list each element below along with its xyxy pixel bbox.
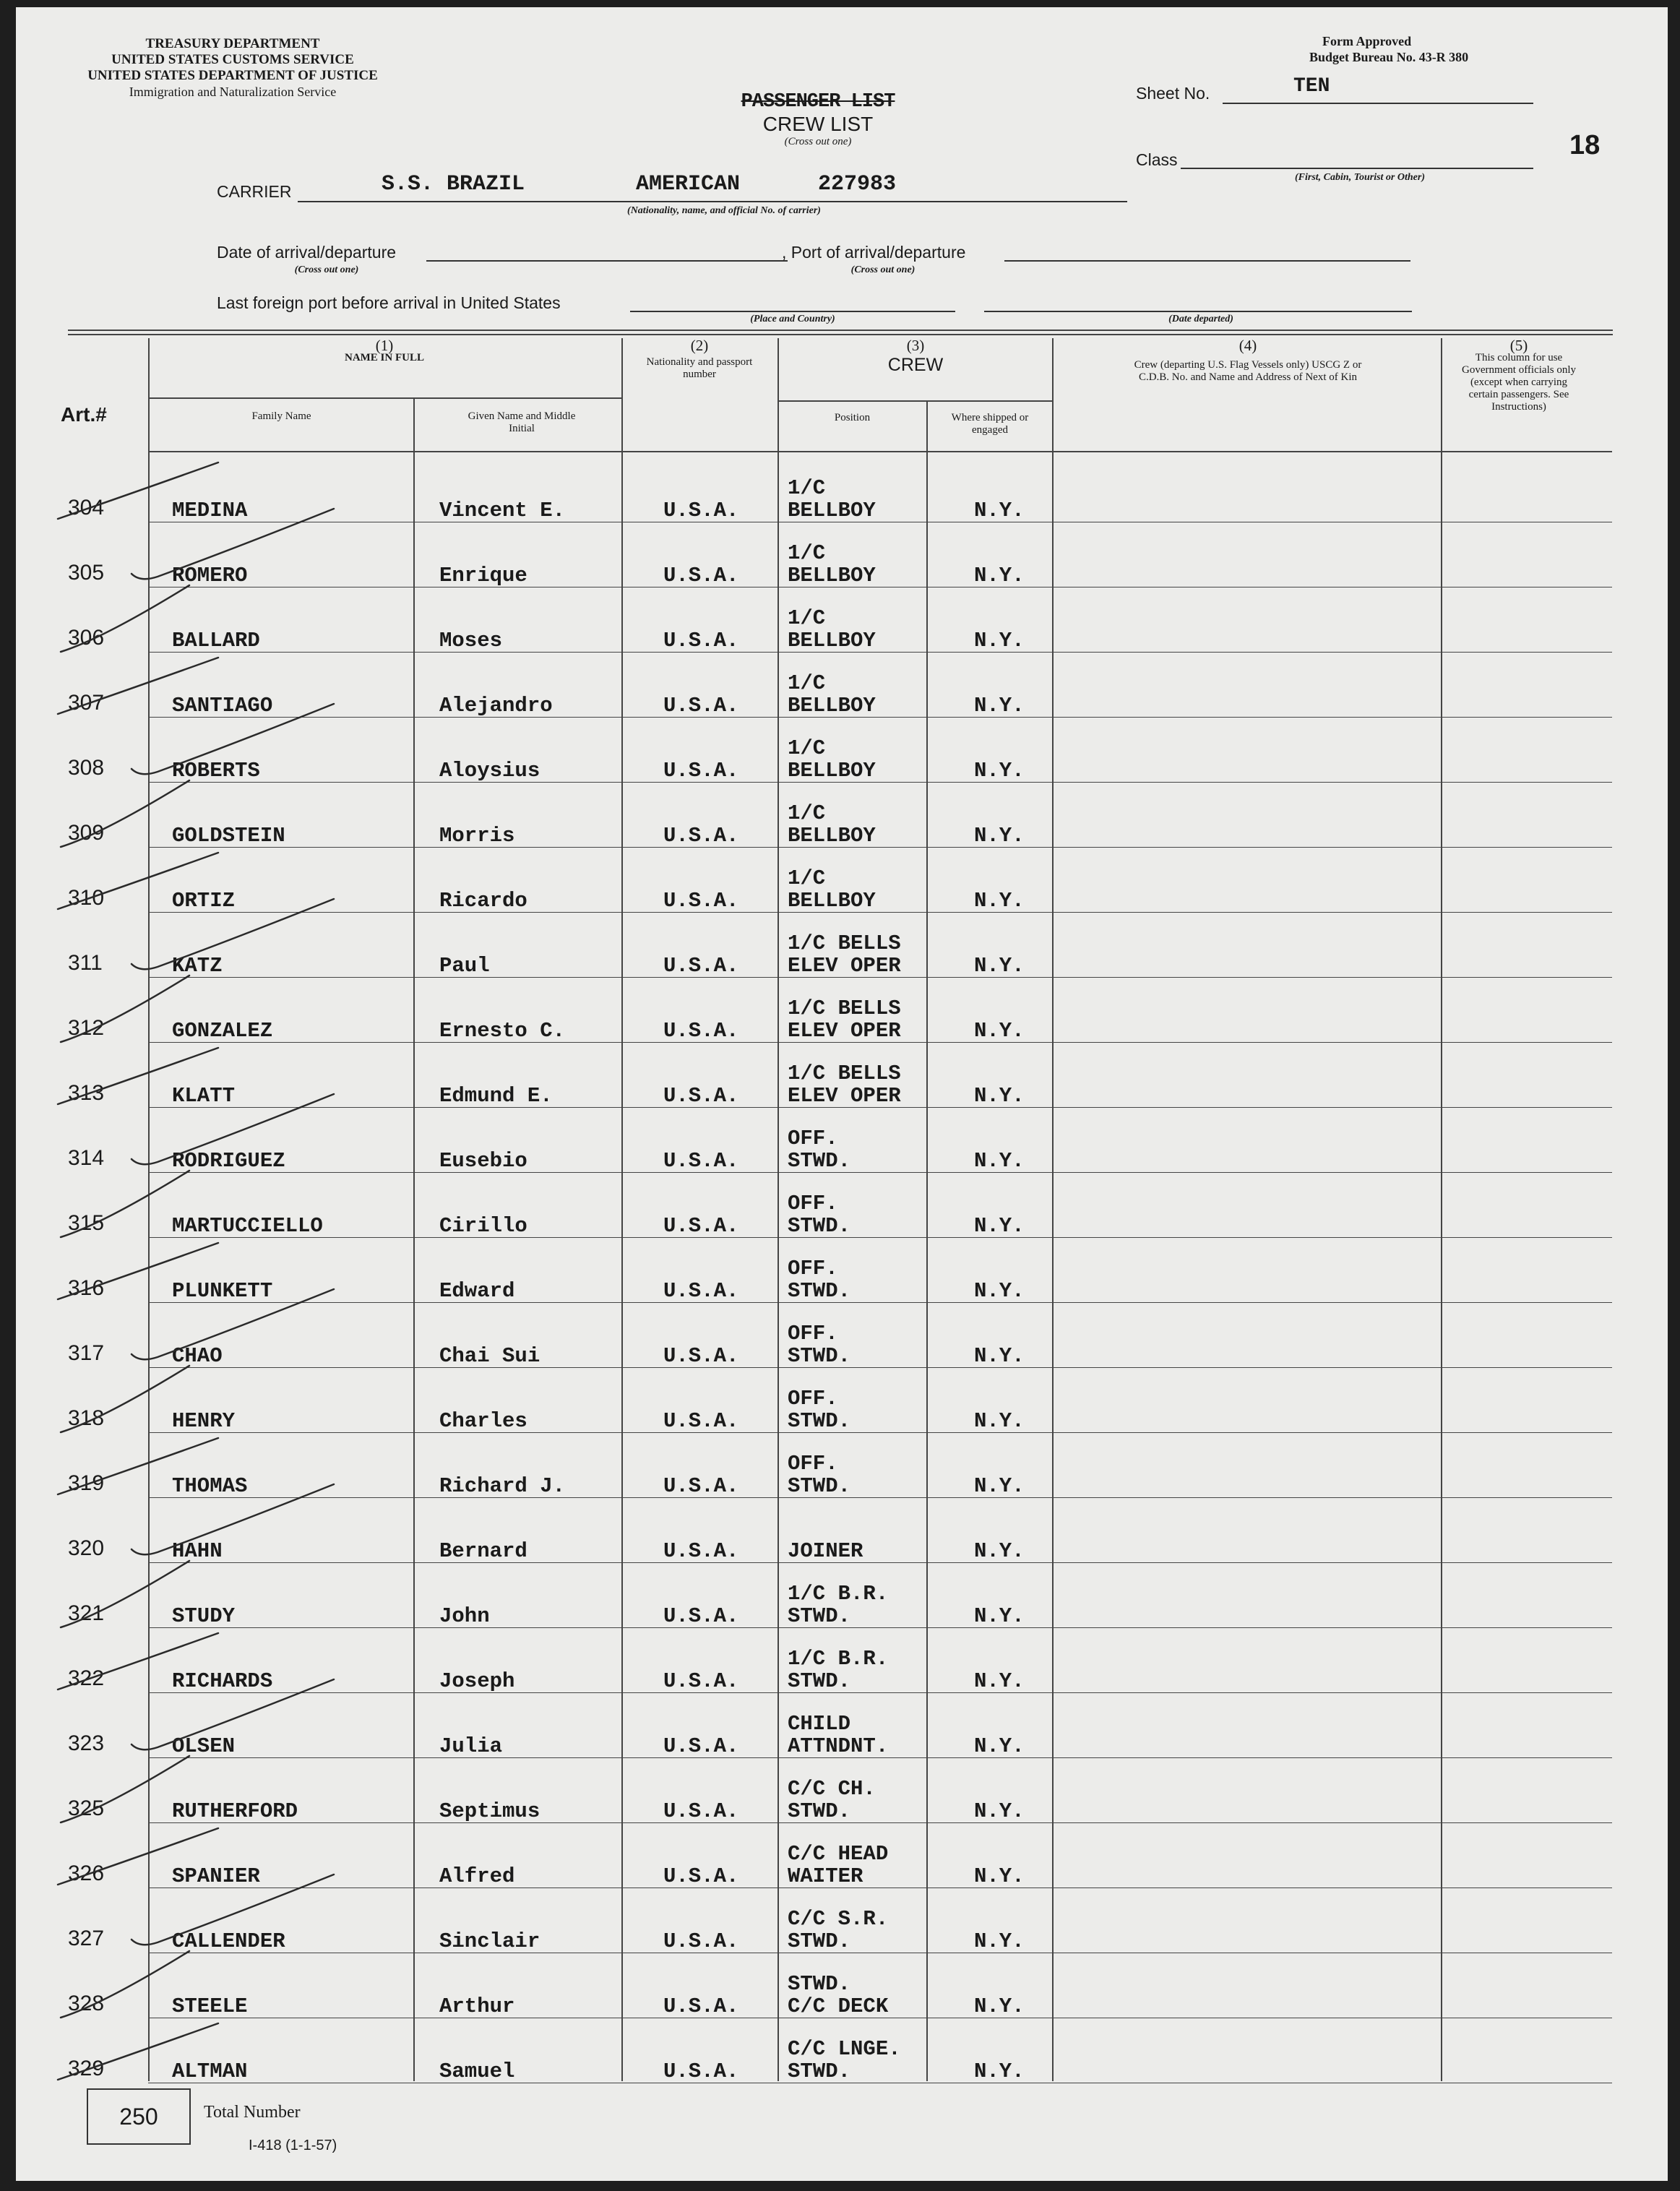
family-name: OLSEN — [172, 1734, 236, 1758]
where-shipped: N.Y. — [974, 1149, 1025, 1173]
position-line: STWD. — [788, 1604, 851, 1628]
family-name: HENRY — [172, 1409, 236, 1433]
arrival-caption: (Cross out one) — [294, 264, 359, 275]
given-name: Julia — [439, 1734, 503, 1758]
nationality: U.S.A. — [663, 759, 739, 783]
carrier-caption: (Nationality, name, and official No. of carrier) — [627, 205, 821, 216]
position-line: OFF. — [788, 1257, 838, 1280]
art-number: 312 — [68, 1016, 105, 1040]
where-shipped: N.Y. — [974, 1669, 1025, 1693]
date-departed-caption: (Date departed) — [1168, 314, 1233, 324]
where-shipped: N.Y. — [974, 499, 1025, 522]
class-caption: (First, Cabin, Tourist or Other) — [1295, 172, 1425, 183]
given-name: Edmund E. — [439, 1084, 553, 1108]
given-name: Vincent E. — [439, 499, 566, 522]
family-name: CALLENDER — [172, 1929, 285, 1953]
where-shipped: N.Y. — [974, 889, 1025, 913]
given-name: Bernard — [439, 1539, 527, 1563]
check-mark — [132, 1094, 334, 1164]
handwritten-check-marks — [16, 7, 1668, 2181]
position-line: ELEV OPER — [788, 954, 901, 978]
given-name: Enrique — [439, 564, 527, 587]
family-name: STUDY — [172, 1604, 236, 1628]
check-mark — [61, 1756, 189, 1822]
where-shipped: N.Y. — [974, 1279, 1025, 1303]
where-shipped: N.Y. — [974, 629, 1025, 653]
form-number: I-418 (1-1-57) — [249, 2138, 337, 2153]
position-line: JOINER — [788, 1539, 863, 1563]
where-shipped: N.Y. — [974, 1604, 1025, 1628]
family-name-header: Family Name — [251, 410, 311, 422]
position-line: 1/C — [788, 541, 826, 565]
position-line: C/C HEAD — [788, 1842, 889, 1866]
where-shipped: N.Y. — [974, 1019, 1025, 1043]
position-line: 1/C B.R. — [788, 1582, 889, 1606]
position-line: ATTNDNT. — [788, 1734, 889, 1758]
where-shipped: N.Y. — [974, 824, 1025, 848]
position-line: STWD. — [788, 1799, 851, 1823]
where-shipped: N.Y. — [974, 759, 1025, 783]
position-line: 1/C — [788, 606, 826, 630]
art-number: 315 — [68, 1211, 105, 1235]
column-number: (1) — [375, 337, 394, 354]
form-approved-text: Form Approved — [1322, 34, 1412, 48]
position-line: ELEV OPER — [788, 1084, 901, 1108]
given-name: Aloysius — [439, 759, 540, 783]
position-line: WAITER — [788, 1864, 863, 1888]
family-name: CHAO — [172, 1344, 223, 1368]
sheet-value: TEN — [1293, 75, 1330, 98]
position-line: BELLBOY — [788, 499, 876, 522]
position-line: 1/C BELLS — [788, 1062, 901, 1085]
agency-line: TREASURY DEPARTMENT — [145, 36, 320, 51]
column-title: NAME IN FULL — [344, 352, 424, 363]
position-line: 1/C BELLS — [788, 997, 901, 1020]
nationality: U.S.A. — [663, 1669, 739, 1693]
where-shipped: N.Y. — [974, 1994, 1025, 2018]
given-name: Eusebio — [439, 1149, 527, 1173]
art-number: 323 — [68, 1731, 105, 1755]
position-line: STWD. — [788, 1972, 851, 1996]
given-name-header: Given Name and Middle Initial — [468, 410, 576, 434]
port-label: , Port of arrival/departure — [782, 243, 966, 262]
agency-line: Immigration and Naturalization Service — [129, 85, 337, 99]
family-name: STEELE — [172, 1994, 248, 2018]
position-line: STWD. — [788, 1669, 851, 1693]
where-shipped: N.Y. — [974, 1474, 1025, 1498]
position-header: Position — [834, 412, 871, 423]
nationality: U.S.A. — [663, 1799, 739, 1823]
position-line: ELEV OPER — [788, 1019, 901, 1043]
where-shipped: N.Y. — [974, 1864, 1025, 1888]
nationality: U.S.A. — [663, 1604, 739, 1628]
art-number: 309 — [68, 821, 105, 845]
nationality: U.S.A. — [663, 499, 739, 522]
nationality: U.S.A. — [663, 1474, 739, 1498]
art-number: 327 — [68, 1927, 105, 1950]
art-number: 325 — [68, 1796, 105, 1820]
sheet-label: Sheet No. — [1136, 84, 1210, 103]
corner-number: 18 — [1569, 130, 1601, 160]
given-name: Joseph — [439, 1669, 515, 1693]
given-name: Arthur — [439, 1994, 515, 2018]
check-mark — [58, 2023, 218, 2080]
given-name: Richard J. — [439, 1474, 566, 1498]
agency-line: UNITED STATES CUSTOMS SERVICE — [111, 52, 354, 67]
art-number: 322 — [68, 1666, 105, 1690]
check-mark — [58, 1828, 218, 1885]
nationality: U.S.A. — [663, 629, 739, 653]
position-line: C/C CH. — [788, 1777, 876, 1801]
art-number: 320 — [68, 1536, 105, 1560]
position-line: STWD. — [788, 2059, 851, 2083]
column-number: (2) — [690, 337, 709, 354]
where-shipped: N.Y. — [974, 1929, 1025, 1953]
total-number-box: 250 — [87, 2088, 191, 2145]
family-name: KATZ — [172, 954, 223, 978]
family-name: BALLARD — [172, 629, 260, 653]
position-line: OFF. — [788, 1127, 838, 1150]
position-line: CHILD — [788, 1712, 851, 1736]
where-shipped-header: Where shipped or engaged — [951, 412, 1029, 436]
column-title: This column for use Government officials only (except when carrying certain passengers. See Instructions) — [1461, 352, 1577, 413]
art-number: 319 — [68, 1471, 105, 1495]
column-number: (4) — [1239, 337, 1257, 354]
art-number: 314 — [68, 1146, 105, 1170]
position-line: 1/C B.R. — [788, 1647, 889, 1671]
check-mark — [132, 704, 334, 774]
column-title: Crew (departing U.S. Flag Vessels only) USCG Z or C.D.B. No. and Name and Address of Next of Kin — [1134, 359, 1362, 383]
family-name: KLATT — [172, 1084, 236, 1108]
last-port-label: Last foreign port before arrival in United States — [217, 293, 561, 312]
art-number: 307 — [68, 691, 105, 715]
position-line: STWD. — [788, 1929, 851, 1953]
position-line: 1/C — [788, 476, 826, 500]
nationality: U.S.A. — [663, 1279, 739, 1303]
family-name: GONZALEZ — [172, 1019, 273, 1043]
family-name: THOMAS — [172, 1474, 248, 1498]
carrier-label: CARRIER — [217, 182, 292, 201]
where-shipped: N.Y. — [974, 694, 1025, 718]
nationality: U.S.A. — [663, 1214, 739, 1238]
art-number: 304 — [68, 496, 105, 520]
where-shipped: N.Y. — [974, 1344, 1025, 1368]
given-name: Alfred — [439, 1864, 515, 1888]
art-number: 328 — [68, 1992, 105, 2015]
check-mark — [61, 780, 189, 847]
class-label: Class — [1136, 150, 1178, 169]
family-name: SPANIER — [172, 1864, 260, 1888]
art-number: 311 — [68, 951, 103, 975]
nationality: U.S.A. — [663, 824, 739, 848]
where-shipped: N.Y. — [974, 2059, 1025, 2083]
nationality: U.S.A. — [663, 1734, 739, 1758]
given-name: Moses — [439, 629, 503, 653]
nationality: U.S.A. — [663, 1929, 739, 1953]
check-mark — [132, 1874, 334, 1945]
position-line: BELLBOY — [788, 629, 876, 653]
position-line: STWD. — [788, 1344, 851, 1368]
given-name: John — [439, 1604, 490, 1628]
given-name: Septimus — [439, 1799, 540, 1823]
nationality: U.S.A. — [663, 1149, 739, 1173]
where-shipped: N.Y. — [974, 954, 1025, 978]
carrier-name: S.S. BRAZIL — [382, 172, 525, 197]
position-line: BELLBOY — [788, 889, 876, 913]
family-name: ROMERO — [172, 564, 248, 587]
position-line: 1/C — [788, 671, 826, 695]
carrier-nationality: AMERICAN — [636, 172, 741, 197]
given-name: Samuel — [439, 2059, 515, 2083]
where-shipped: N.Y. — [974, 1734, 1025, 1758]
family-name: MARTUCCIELLO — [172, 1214, 323, 1238]
budget-bureau-text: Budget Bureau No. 43-R 380 — [1309, 50, 1469, 64]
art-number: 317 — [68, 1341, 105, 1365]
check-mark — [61, 1951, 189, 2018]
cross-out-caption: (Cross out one) — [784, 136, 852, 147]
list-title: CREW LIST — [762, 113, 874, 135]
family-name: SANTIAGO — [172, 694, 273, 718]
given-name: Alejandro — [439, 694, 553, 718]
check-mark — [58, 1243, 218, 1299]
family-name: ROBERTS — [172, 759, 260, 783]
check-mark — [58, 1633, 218, 1689]
position-line: 1/C BELLS — [788, 931, 901, 955]
check-mark — [61, 1171, 189, 1237]
art-number: 308 — [68, 756, 105, 780]
column-number: (3) — [906, 337, 925, 354]
check-mark — [61, 1561, 189, 1627]
given-name: Edward — [439, 1279, 515, 1303]
nationality: U.S.A. — [663, 1344, 739, 1368]
position-line: STWD. — [788, 1279, 851, 1303]
art-number: 313 — [68, 1081, 105, 1105]
position-line: C/C S.R. — [788, 1907, 889, 1931]
nationality: U.S.A. — [663, 954, 739, 978]
given-name: Ernesto C. — [439, 1019, 566, 1043]
given-name: Chai Sui — [439, 1344, 540, 1368]
nationality: U.S.A. — [663, 889, 739, 913]
check-mark — [132, 1484, 334, 1554]
family-name: ALTMAN — [172, 2059, 248, 2083]
crew-list-form — [16, 7, 1668, 2181]
column-title: CREW — [887, 355, 944, 375]
where-shipped: N.Y. — [974, 1214, 1025, 1238]
position-line: C/C LNGE. — [788, 2037, 901, 2061]
nationality: U.S.A. — [663, 1019, 739, 1043]
carrier-number: 227983 — [818, 172, 897, 197]
given-name: Ricardo — [439, 889, 527, 913]
position-line: STWD. — [788, 1409, 851, 1433]
nationality: U.S.A. — [663, 1864, 739, 1888]
art-number: 305 — [68, 561, 105, 585]
arrival-label: Date of arrival/departure — [217, 243, 397, 262]
check-mark — [132, 899, 334, 969]
given-name: Morris — [439, 824, 515, 848]
port-caption: (Cross out one) — [850, 264, 916, 275]
art-number: 329 — [68, 2057, 105, 2080]
where-shipped: N.Y. — [974, 1799, 1025, 1823]
nationality: U.S.A. — [663, 1994, 739, 2018]
art-number: 310 — [68, 886, 105, 910]
art-number-header: Art.# — [61, 403, 107, 426]
position-line: OFF. — [788, 1322, 838, 1346]
check-mark — [58, 658, 218, 714]
position-line: BELLBOY — [788, 824, 876, 848]
position-line: BELLBOY — [788, 759, 876, 783]
family-name: HAHN — [172, 1539, 223, 1563]
check-mark — [58, 853, 218, 909]
check-mark — [132, 1679, 334, 1749]
family-name: RODRIGUEZ — [172, 1149, 285, 1173]
check-mark — [61, 585, 189, 652]
where-shipped: N.Y. — [974, 1409, 1025, 1433]
position-line: C/C DECK — [788, 1994, 889, 2018]
nationality: U.S.A. — [663, 1409, 739, 1433]
position-line: OFF. — [788, 1192, 838, 1215]
position-line: 1/C — [788, 736, 826, 760]
nationality: U.S.A. — [663, 1539, 739, 1563]
position-line: BELLBOY — [788, 694, 876, 718]
where-shipped: N.Y. — [974, 564, 1025, 587]
family-name: RUTHERFORD — [172, 1799, 298, 1823]
total-number-label: Total Number — [204, 2103, 301, 2122]
where-shipped: N.Y. — [974, 1539, 1025, 1563]
family-name: MEDINA — [172, 499, 248, 522]
family-name: RICHARDS — [172, 1669, 273, 1693]
check-mark — [132, 509, 334, 579]
agency-line: UNITED STATES DEPARTMENT OF JUSTICE — [87, 68, 378, 83]
nationality: U.S.A. — [663, 1084, 739, 1108]
position-line: 1/C — [788, 866, 826, 890]
nationality: U.S.A. — [663, 2059, 739, 2083]
family-name: PLUNKETT — [172, 1279, 273, 1303]
art-number: 306 — [68, 626, 105, 650]
art-number: 318 — [68, 1406, 105, 1430]
column-number: (5) — [1509, 337, 1528, 354]
check-mark — [58, 1438, 218, 1494]
check-mark — [132, 1289, 334, 1359]
given-name: Cirillo — [439, 1214, 527, 1238]
art-number: 321 — [68, 1601, 105, 1625]
position-line: STWD. — [788, 1474, 851, 1498]
position-line: STWD. — [788, 1214, 851, 1238]
position-line: BELLBOY — [788, 564, 876, 587]
given-name: Charles — [439, 1409, 527, 1433]
position-line: 1/C — [788, 801, 826, 825]
nationality: U.S.A. — [663, 694, 739, 718]
family-name: GOLDSTEIN — [172, 824, 285, 848]
where-shipped: N.Y. — [974, 1084, 1025, 1108]
given-name: Paul — [439, 954, 490, 978]
art-number: 316 — [68, 1276, 105, 1300]
nationality: U.S.A. — [663, 564, 739, 587]
given-name: Sinclair — [439, 1929, 540, 1953]
check-mark — [61, 976, 189, 1042]
position-line: OFF. — [788, 1452, 838, 1476]
place-caption: (Place and Country) — [750, 314, 835, 324]
check-mark — [58, 1048, 218, 1104]
column-title: Nationality and passport number — [646, 356, 753, 380]
struck-title: PASSENGER LIST — [741, 91, 895, 113]
family-name: ORTIZ — [172, 889, 236, 913]
check-mark — [58, 462, 218, 519]
art-number: 326 — [68, 1861, 105, 1885]
position-line: OFF. — [788, 1387, 838, 1411]
position-line: STWD. — [788, 1149, 851, 1173]
check-mark — [61, 1366, 189, 1432]
